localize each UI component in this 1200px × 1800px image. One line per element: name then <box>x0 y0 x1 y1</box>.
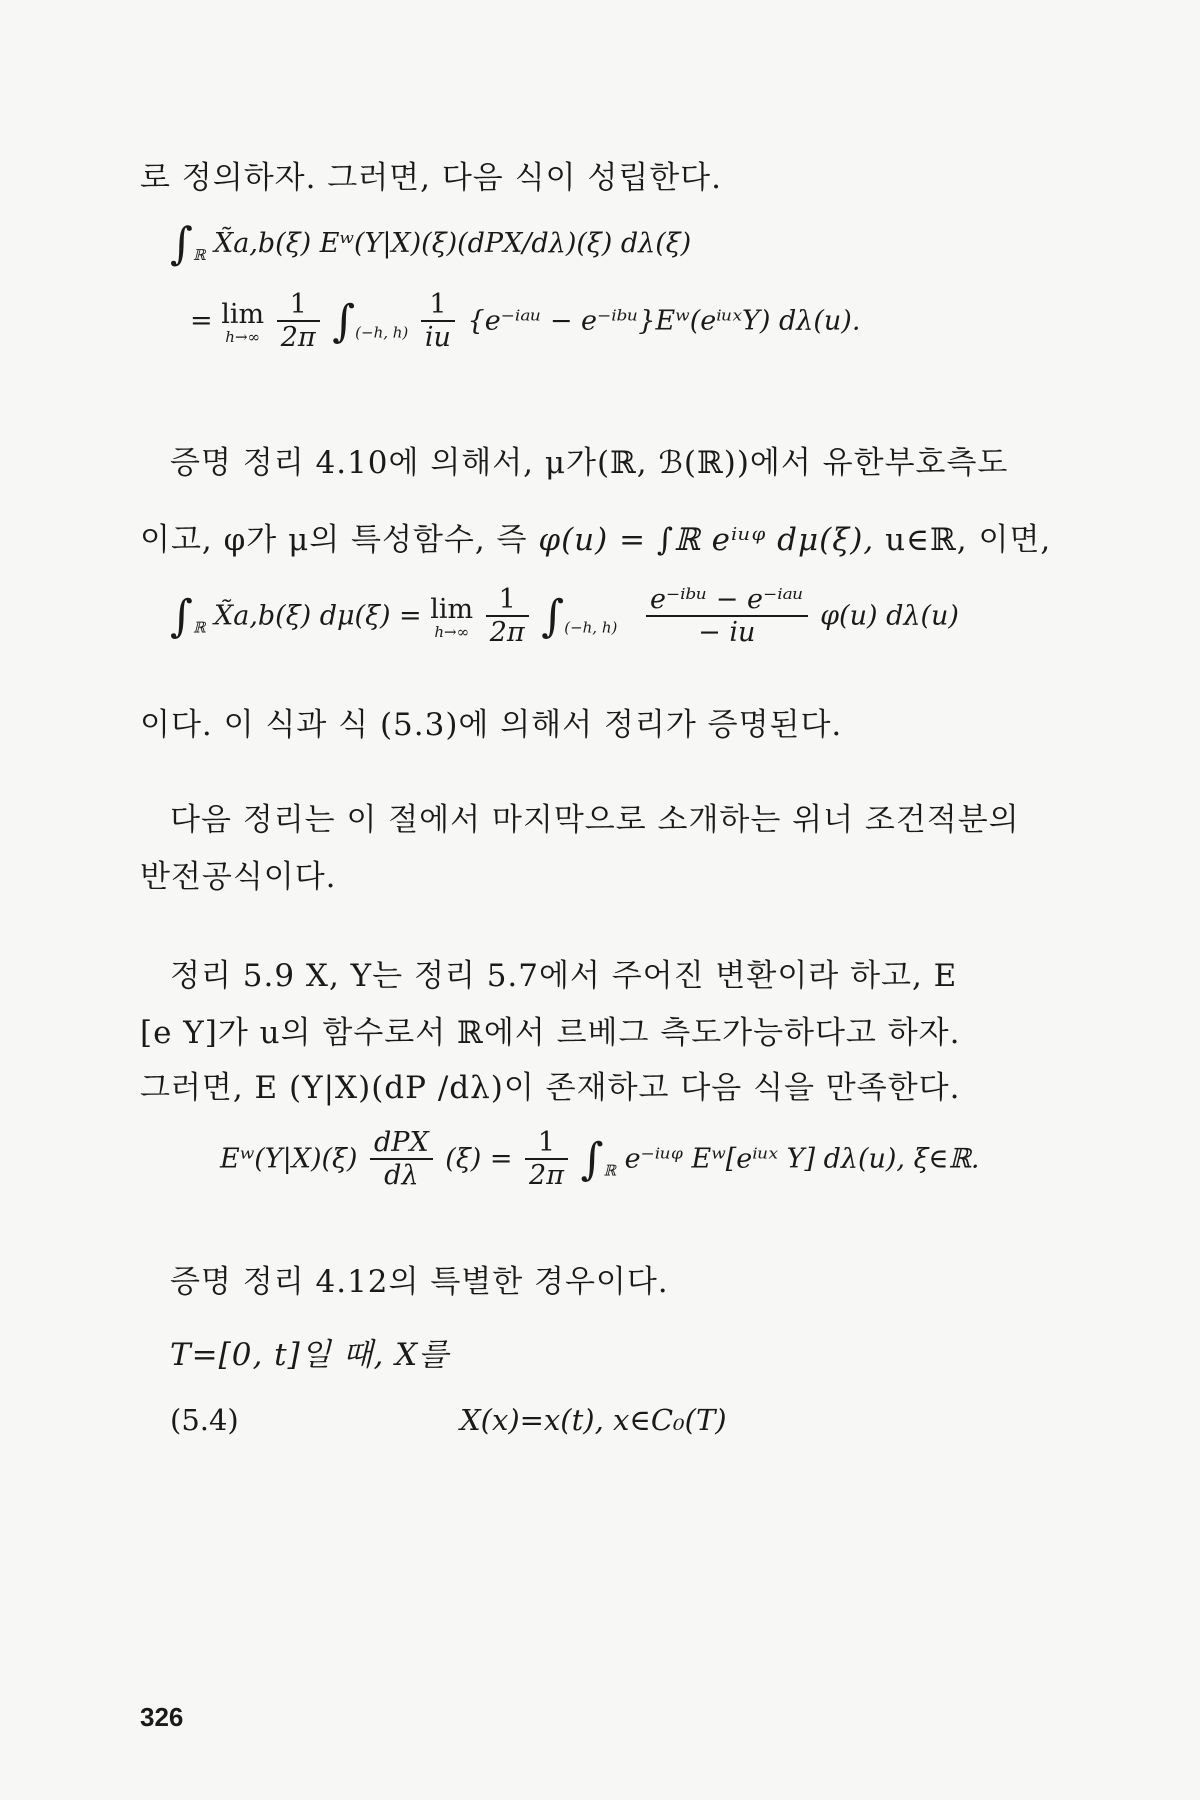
integral-range: (−h, h) <box>355 323 409 342</box>
fraction-1-over-2pi: $\frac{1}{2\pi}$ <box>277 290 320 354</box>
formula-3-lhs: Eʷ(Y|X)(ξ) <box>220 1143 358 1175</box>
proof-1-line-2 <box>140 520 1051 560</box>
integral-sign: ∫ <box>580 1134 604 1185</box>
fraction-dpx-dlambda: $\frac{\text{dPX}}{d\lambda}$ <box>370 1128 433 1192</box>
limit: lim h→∞ <box>221 299 265 346</box>
formula-1-line-2: = lim h→∞ $\frac{1}{2\pi}$ $\int_{(-h, h)}$ $\frac{1}{iu}$ {e⁻ⁱᵃᵘ − e⁻ⁱᵇᵘ}Eʷ(eⁱᵘˣY) dλ(u). <box>190 289 861 353</box>
paragraph-next-line-2: 반전공식이다. <box>140 859 337 895</box>
fraction-1-over-2pi: $\frac{1}{2\pi}$ <box>525 1128 568 1192</box>
integral-sign: ∫ <box>170 591 193 642</box>
paragraph-next-line-1: 다음 정리는 이 절에서 마지막으로 소개하는 위너 조건적분의 <box>170 802 1020 838</box>
formula-2-tail: φ(u) dλ(u) <box>820 600 959 632</box>
formula-2-lhs: X̃a,b(ξ) dμ(ξ) = <box>214 600 422 632</box>
integral-domain: ℝ <box>603 1161 616 1180</box>
fraction-1-over-iu: $\frac{1}{iu}$ <box>421 290 455 354</box>
formula-2 <box>170 585 959 649</box>
proof-1-conclusion: 이다. 이 식과 식 (5.3)에 의해서 정리가 증명된다. <box>140 707 843 743</box>
integral-range: (−h, h) <box>564 618 618 637</box>
formula-3 <box>220 1128 979 1192</box>
integral-sign: ∫ <box>541 591 565 642</box>
characteristic-function: φ(u) = ∫ℝ eⁱᵘᵠ dμ(ξ), <box>538 522 875 558</box>
integral-sign: ∫ <box>170 218 193 270</box>
proof-1-line-1: 증명 정리 4.10에 의해서, μ가(ℝ, ℬ(ℝ))에서 유한부호측도 <box>170 445 1009 481</box>
fraction-exponentials: $\frac{\text{e⁻ⁱᵇᵘ − e⁻ⁱᵃᵘ}}{- iu}$ <box>646 585 808 649</box>
theorem-line-2: [e Y]가 u의 함수로서 ℝ에서 르베그 측도가능하다고 하자. <box>140 1015 961 1051</box>
integral-domain: ℝ <box>192 618 206 637</box>
limit: lim h→∞ <box>430 594 474 641</box>
formula-1-integrand: X̃a,b(ξ) Eʷ(Y|X)(ξ)(dPX/dλ)(ξ) dλ(ξ) <box>214 228 692 259</box>
t-definition-line: T=[0, t]일 때, X를 <box>170 1337 450 1373</box>
formula-3-tail: e⁻ⁱᵘᵠ Eʷ[eⁱᵘˣ Y] dλ(u), ξ∈ℝ. <box>624 1143 980 1175</box>
formula-1-tail: {e⁻ⁱᵃᵘ − e⁻ⁱᵇᵘ}Eʷ(eⁱᵘˣY) dλ(u). <box>467 305 861 337</box>
proof-1-text-a: 이고, φ가 μ의 특성함수, 즉 <box>140 522 528 558</box>
integral-domain: ℝ <box>192 246 206 264</box>
fraction-1-over-2pi: $\frac{1}{2\pi}$ <box>486 585 529 649</box>
formula-1-line-1 <box>170 218 692 273</box>
proof-2: 증명 정리 4.12의 특별한 경우이다. <box>170 1264 669 1300</box>
theorem-line-1: 정리 5.9 X, Y는 정리 5.7에서 주어진 변환이라 하고, E <box>170 958 958 994</box>
equation-label: (5.4) <box>170 1403 239 1437</box>
formula-3-mid: (ξ) = <box>445 1143 513 1175</box>
proof-1-text-b: u∈ℝ, 이면, <box>885 522 1052 558</box>
equation-5-4: X(x)=x(t), x∈C₀(T) <box>460 1403 727 1437</box>
page-number: 326 <box>140 1702 184 1732</box>
theorem-line-3: 그러면, E (Y|X)(dP /dλ)이 존재하고 다음 식을 만족한다. <box>140 1070 961 1106</box>
integral-sign: ∫ <box>332 296 356 347</box>
intro-sentence: 로 정의하자. 그러면, 다음 식이 성립한다. <box>140 160 722 196</box>
